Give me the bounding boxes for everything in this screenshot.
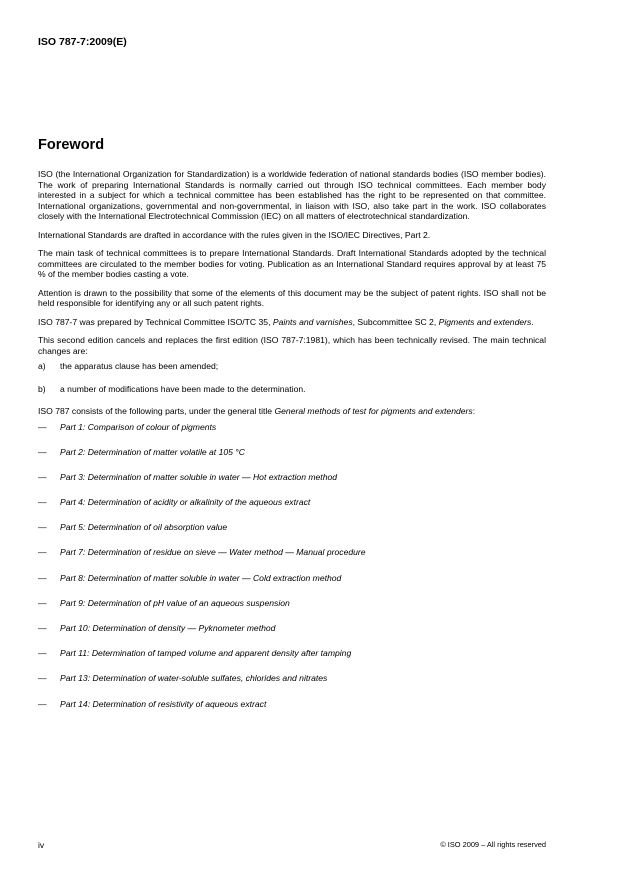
part-title: Part 9: Determination of pH value of an aqueous suspension (60, 597, 290, 608)
list-text: the apparatus clause has been amended; (60, 361, 219, 371)
paragraph: The main task of technical committees is to prepare International Standards. Draft International Standards adopted by the technical committees are circulated to the member bodies for voting. Publication as an International Standard requires approval by at least 75 % of the member bodies casting a vote. (38, 248, 546, 279)
list-item (38, 384, 546, 395)
list-item (38, 623, 546, 648)
page-number: iv (38, 840, 45, 850)
paragraph: International Standards are drafted in accordance with the rules given in the ISO/IEC Directives, Part 2. (38, 229, 431, 240)
paragraph: Attention is drawn to the possibility that some of the elements of this document may be the subject of patent rights. ISO shall not be held responsible for identifying any or all such patent rights. (38, 287, 546, 308)
list-item (38, 699, 546, 724)
copyright: © ISO 2009 – All rights reserved (440, 840, 546, 849)
subcommittee-title: Pigments and extenders (438, 316, 532, 327)
text-run: : (472, 406, 476, 416)
list-item (38, 497, 546, 522)
part-title: Part 14: Determination of resistivity of aqueous extract (60, 698, 267, 709)
list-item (38, 573, 546, 598)
part-title: Part 10: Determination of density — Pyknometer method (60, 623, 276, 633)
text-run: ISO 787-7 was prepared by Technical Committee ISO/TC 35, (38, 316, 273, 327)
list-item (38, 422, 546, 447)
list-dash: — (38, 522, 47, 533)
part-title: Part 1: Comparison of colour of pigments (60, 421, 217, 432)
part-title: Part 5: Determination of oil absorption value (60, 522, 228, 533)
part-title: Part 8: Determination of matter soluble in water — Cold extraction method (60, 572, 342, 583)
list-dash: — (38, 698, 47, 709)
general-title: General methods of test for pigments and extenders (274, 406, 473, 416)
list-item (38, 547, 546, 572)
list-label: b) (38, 383, 46, 394)
list-dash: — (38, 421, 47, 432)
part-title: Part 13: Determination of water-soluble sulfates, chlorides and nitrates (60, 673, 328, 684)
list-dash: — (38, 446, 47, 457)
paragraph (38, 317, 546, 328)
list-dash: — (38, 648, 47, 659)
paragraph (38, 406, 546, 417)
part-title: Part 11: Determination of tamped volume and apparent density after tamping (60, 648, 352, 659)
list-item (38, 648, 546, 673)
list-item (38, 598, 546, 623)
list-item (38, 673, 546, 698)
text-run: , Subcommittee SC 2, (352, 316, 439, 327)
document-id: ISO 787-7:2009(E) (38, 36, 127, 48)
committee-title: Paints and varnishes (272, 316, 353, 327)
parts-list (38, 422, 546, 724)
list-item (38, 472, 546, 497)
part-title: Part 2: Determination of matter volatile at 105 °C (60, 446, 245, 457)
paragraph: This second edition cancels and replaces the first edition (ISO 787-7:1981), which has been technically revised. The main technical changes are: (38, 335, 546, 356)
part-title: Part 4: Determination of acidity or alkalinity of the aqueous extract (60, 497, 311, 508)
list-label: a) (38, 361, 46, 371)
list-dash: — (38, 597, 47, 608)
paragraph: ISO (the International Organization for Standardization) is a worldwide federation of national standards bodies (ISO member bodies). The work of preparing International Standards is normally carried out through ISO technical committees. Each member body interested in a subject for which a technical committee has been established has the right to be represented on that committee. International organizations, governmental and non-governmental, in liaison with ISO, also take part in the work. ISO collaborates closely with the International Electrotechnical Commission (IEC) on all matters of electrotechnical standardization. (38, 169, 546, 221)
page-title: Foreword (38, 137, 105, 153)
list-text: a number of modifications have been made to the determination. (60, 383, 306, 394)
text-run: . (531, 316, 534, 327)
list-item (38, 522, 546, 547)
list-item (38, 447, 546, 472)
foreword-body (38, 169, 546, 724)
part-title: Part 7: Determination of residue on sieve — Water method — Manual procedure (60, 547, 366, 558)
text-run: ISO 787 consists of the following parts, under the general title (38, 406, 275, 416)
list-item (38, 361, 546, 372)
list-dash: — (38, 547, 47, 558)
list-dash: — (38, 471, 47, 482)
list-dash: — (38, 623, 47, 633)
list-dash: — (38, 572, 47, 583)
list-dash: — (38, 497, 47, 508)
part-title: Part 3: Determination of matter soluble in water — Hot extraction method (60, 471, 338, 482)
list-dash: — (38, 673, 47, 684)
